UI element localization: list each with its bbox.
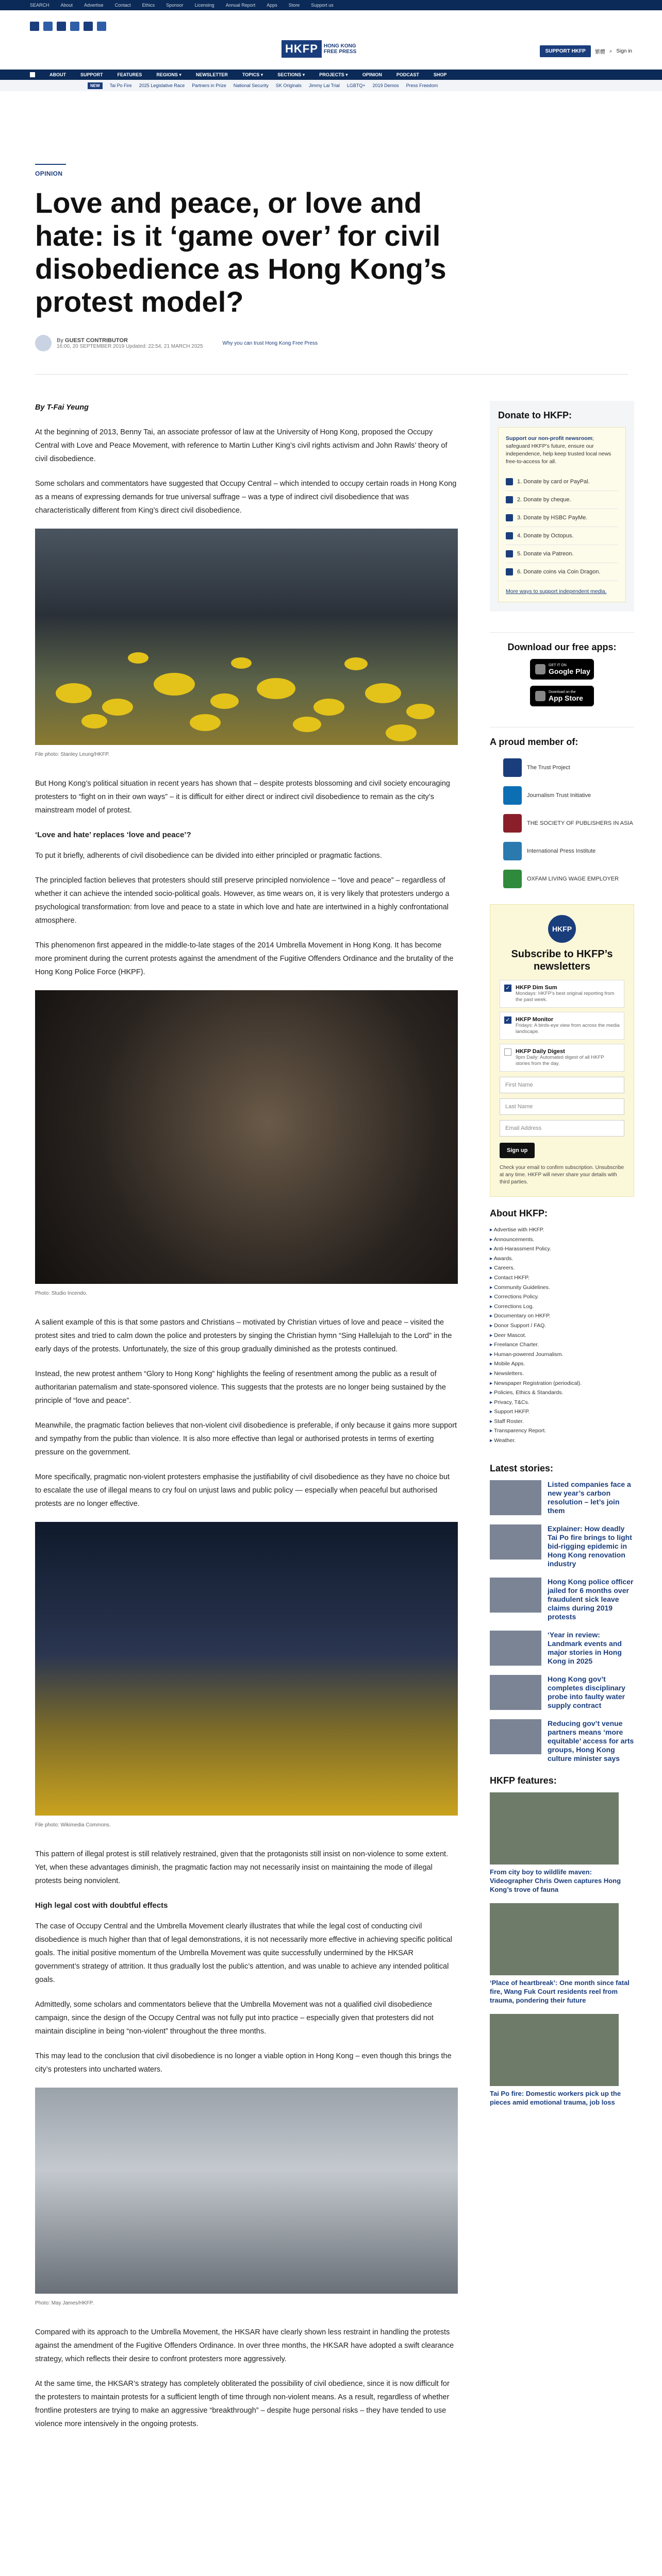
member-logo[interactable] [490,865,634,893]
donate-option[interactable] [506,509,618,527]
apps-section [490,632,634,706]
about-link[interactable]: ▸ Documentary on HKFP. [490,1311,634,1321]
newsletter-name: HKFP Monitor [516,1016,554,1023]
paragraph: But Hong Kong’s political situation in recent years has shown that – despite protests blossoming and civil society encouraging protesters to “fight on in their own ways” – it is difficult for either direct or indirect civil disobedience to remain as the city’s mainstream model of protest. [35,779,450,815]
gp-big: Google Play [549,667,590,675]
paragraph: Instead, the new protest anthem “Glory to Hong Kong” highlights the feeling of resentment among the public as a result of authoritarian paternalism and state-sponsored violence. This suggests that the protests are no longer being sustained by the principle of “love and peace”. [35,1370,446,1405]
about-link[interactable]: ▸ Donor Support / FAQ. [490,1321,634,1331]
photo-caption: Photo: May James/HKFP. [35,2300,94,2306]
about-section [490,1208,634,1446]
subheading: ‘Love and hate’ replaces ‘love and peace’? [35,831,191,839]
paragraph: Admittedly, some scholars and commentators believe that the Umbrella Movement was not a qualified civil disobedience campaign, since the design of the Occupy Central was not fully put into practice – especially given that protesters did not maintain discipline in being “non-violent” throughout the three months. [35,2001,434,2036]
story-thumbnail[interactable] [490,1578,541,1613]
umbrella [257,678,295,699]
trending-link[interactable]: 2025 Legislative Race [139,83,185,88]
latest-section [490,1463,634,1763]
umbrella [293,717,321,732]
umbrella [313,699,344,716]
divider [35,374,628,375]
more-ways-link[interactable]: More ways to support independent media. [506,588,607,595]
donate-option-label: 1. Donate by card or PayPal. [517,479,590,485]
member-name: OXFAM LIVING WAGE EMPLOYER [527,876,619,882]
top-link-store[interactable]: Store [288,3,300,8]
latest-story[interactable] [490,1524,634,1568]
donate-option[interactable] [506,563,618,581]
payment-icon [506,550,513,557]
newsletter-checkbox[interactable]: ✓ [504,1016,511,1024]
member-logo[interactable] [490,782,634,809]
social-icons [30,22,106,31]
nav-item-podcast[interactable]: PODCAST [396,72,419,77]
facebook-icon[interactable] [30,22,39,31]
payment-icon [506,478,513,485]
email-icon[interactable] [97,22,106,31]
site-header [0,10,662,70]
newsletter-option[interactable] [500,1012,624,1040]
paragraph: Some scholars and commentators have suggested that Occupy Central – which intended to occupy certain roads in Hong Kong as a means of expressing demands for true universal suffrage – was a type of indirect civil disobedience that was characteristically different from King’s direct civil disobedience. [35,480,457,515]
latest-story[interactable] [490,1480,634,1515]
story-thumbnail[interactable] [490,1524,541,1560]
newsletter-note: Check your email to confirm subscription. Unsubscribe at any time. HKFP will never share your details with third parties. [500,1165,624,1185]
feature-item[interactable] [490,2014,634,2107]
paragraph: This may lead to the conclusion that civil disobedience is no longer a viable option in Hong Kong – even though this brings the city’s protesters into uncharted waters. [35,2052,452,2074]
gp-small: GET IT ON [549,663,567,667]
donate-text: ; safeguard HKFP’s future, ensure our independence, help keep trusted local news free-to-access for all. [506,435,611,465]
story-title[interactable]: Explainer: How deadly Tai Po fire brings to light bid-rigging epidemic in Hong Kong renovation industry [548,1524,632,1568]
umbrella [154,673,195,696]
umbrella [81,714,107,728]
story-thumbnail[interactable] [490,1719,541,1754]
story-thumbnail[interactable] [490,1480,541,1515]
member-logo[interactable] [490,837,634,865]
trending-link[interactable]: Jimmy Lai Trial [308,83,340,88]
nav-item-shop[interactable]: SHOP [433,72,447,77]
article-header [35,170,458,351]
nav-item-sections[interactable]: SECTIONS ▾ [277,72,305,77]
search-icon[interactable]: ⌕ [609,48,613,54]
nav-item-topics[interactable]: TOPICS ▾ [242,72,263,77]
nav-item-projects[interactable]: PROJECTS ▾ [319,72,348,77]
trending-link[interactable]: National Security [233,83,269,88]
new-badge: NEW [88,82,103,89]
paragraph: The principled faction believes that protesters should still preserve principled nonviolence – “love and peace” – regardless of whether it can achieve the intended socio-political goals. However, as time wears on, it is very likely that protesters undergo a psychological transformation: from love and peace to a state in which love and hate are intertwined in a highly confrontational atmosphere. [35,876,450,925]
top-link-about[interactable]: About [60,3,73,8]
subheading: High legal cost with doubtful effects [35,1901,168,1910]
paragraph: Compared with its approach to the Umbrella Movement, the HKSAR have clearly shown less restraint in handling the protests against the amendment of the Fugitive Offenders Ordinance. In over three months, the HKSAR have adopted a swift clearance strategy, which reflects their desire to confront protesters more aggressively. [35,2328,454,2363]
article-kicker[interactable]: OPINION [35,170,63,177]
umbrella [210,693,239,709]
member-icon [503,786,522,805]
paragraph: This phenomenon first appeared in the middle-to-late stages of the 2014 Umbrella Movement in Hong Kong. It has become more prominent during the current protests against the amendment of the Fugitive Offenders Ordinance and the brutality of the Hong Kong Police Force (HKPF). [35,941,454,976]
nav-item-regions[interactable]: REGIONS ▾ [156,72,181,77]
email-input[interactable]: Email Address [500,1120,624,1137]
about-link[interactable]: ▸ Weather. [490,1436,634,1446]
payment-icon [506,532,513,539]
umbrella [190,714,221,731]
feature-image[interactable] [490,1903,619,1975]
story-title[interactable]: Listed companies face a new year’s carbon resolution – let’s join them [548,1480,631,1515]
latest-title: Latest stories: [490,1463,554,1473]
sign-up-button[interactable]: Sign up [500,1143,535,1158]
as-small: Download on the [549,690,576,694]
twitter-icon[interactable] [43,22,53,31]
newsletter-desc: Mondays: HKFP’s best original reporting from the past week. [516,991,615,1003]
about-link[interactable]: ▸ Community Guidelines. [490,1283,634,1293]
newsletter-checkbox[interactable]: ✓ [504,985,511,992]
telegram-icon[interactable] [84,22,93,31]
protest-photo[interactable] [35,1522,458,1816]
protest-photo[interactable] [35,990,458,1284]
logo-mark: HKFP [282,40,322,58]
about-link[interactable]: ▸ Contact HKFP. [490,1273,634,1283]
article-body [35,401,458,2442]
about-link[interactable]: ▸ Advertise with HKFP. [490,1225,634,1235]
umbrella [102,699,133,716]
protest-photo[interactable] [35,2088,458,2294]
umbrella [386,724,417,741]
donate-option-label: 3. Donate by HSBC PayMe. [517,515,588,521]
language-switch[interactable]: 繁體 [594,49,605,55]
payment-icon [506,568,513,575]
member-icon [503,758,522,777]
payment-icon [506,496,513,503]
paragraph: A salient example of this is that some pastors and Christians – motivated by Christian virtues of love and peace – visited the protest sites and tried to calm down the police and protesters by singing the Christian hymn “Sing Hallelujah to the Lord” in the early days of the protests. Unfortunately, the size of this group gradually diminished as the protests continued. [35,1318,452,1353]
umbrella [128,652,148,664]
protest-photo[interactable] [35,529,458,745]
about-link[interactable]: ▸ Corrections Policy. [490,1292,634,1302]
nav-item-newsletter[interactable]: NEWSLETTER [195,72,228,77]
newsletter-name: HKFP Daily Digest [516,1048,565,1055]
trending-link[interactable]: SK Originals [275,83,302,88]
newsletter-logo: HKFP [548,915,576,943]
donate-option-label: 5. Donate via Patreon. [517,551,574,557]
top-strip [0,0,662,10]
support-hkfp-button[interactable]: SUPPORT HKFP [540,45,590,57]
trending-link[interactable]: LGBTQ+ [346,83,366,88]
about-link[interactable]: ▸ Newsletters. [490,1369,634,1379]
member-name: International Press Institute [527,848,596,854]
about-link[interactable]: ▸ Support HKFP. [490,1407,634,1417]
newsletter-desc: Fridays: A birds-eye view from across the media landscape. [516,1023,620,1035]
about-link[interactable]: ▸ Mobile Apps. [490,1359,634,1369]
member-name: The Trust Project [527,765,570,771]
about-link[interactable]: ▸ Corrections Log. [490,1302,634,1312]
about-link[interactable]: ▸ Freelance Charter. [490,1340,634,1350]
photo-caption: Photo: Studio Incendo. [35,1291,88,1296]
sign-in-link[interactable]: Sign in [616,48,632,54]
umbrella [365,683,401,703]
app-store-button[interactable] [530,686,594,706]
about-link[interactable]: ▸ Announcements. [490,1235,634,1245]
main-nav [0,70,662,80]
about-link[interactable]: ▸ Human-powered Journalism. [490,1350,634,1360]
member-icon [503,842,522,860]
paragraph: The case of Occupy Central and the Umbrella Movement clearly illustrates that while the legal cost of conducting civil disobedience is much higher than that of legal demonstrations, it is not necessarily more effective in achieving specific political goals. The initial positive momentum of the Umbrella Movement was quite successfully undermined by the HKSAR government’s strategy of attrition. It thus gradually lost the public’s attention, and was unable to achieve any intended political goals. [35,1922,452,1984]
donate-option[interactable] [506,491,618,509]
byline-prefix: By [57,337,63,344]
nav-item-opinion[interactable]: OPINION [362,72,382,77]
paragraph: Meanwhile, the pragmatic faction believes that non-violent civil disobedience is preferable, if only because it gains more support and sympathy from the public than violence. It is also more effective than legal or authorised protests in terms of exerting pressure on the government. [35,1421,457,1456]
newsletter-checkbox[interactable] [504,1048,511,1056]
feature-title[interactable]: Tai Po fire: Domestic workers pick up the pieces amid emotional trauma, job loss [490,2089,621,2106]
about-link[interactable]: ▸ Awards. [490,1254,634,1264]
home-icon[interactable] [30,72,35,77]
trust-link[interactable]: Why you can trust Hong Kong Free Press [222,340,318,346]
logo-text: HONG KONG FREE PRESS [323,43,357,55]
author-line: By T-Fai Yeung [35,403,89,412]
member-name: Journalism Trust Initiative [527,792,591,799]
donate-title: Donate to HKFP: [498,410,572,420]
feature-title[interactable]: From city boy to wildlife maven: Videographer Chris Owen captures Hong Kong’s trove of fauna [490,1868,621,1893]
site-logo[interactable] [282,40,361,58]
feature-image[interactable] [490,1792,619,1865]
latest-story[interactable] [490,1719,634,1763]
donate-option[interactable] [506,527,618,545]
feature-title[interactable]: ‘Place of heartbreak’: One month since fatal fire, Wang Fuk Court residents reel from trauma, pondering their future [490,1978,630,2004]
newsletter-box [490,904,634,1197]
donate-option[interactable] [506,545,618,563]
latest-story[interactable] [490,1631,634,1666]
trending-link[interactable]: 2019 Demos [372,83,399,88]
newsletter-name: HKFP Dim Sum [516,985,557,991]
instagram-icon[interactable] [57,22,66,31]
about-link[interactable]: ▸ Policies, Ethics & Standards. [490,1388,634,1398]
donate-link[interactable]: Support our non-profit newsroom [506,435,592,442]
donate-option-label: 6. Donate coins via Coin Dragon. [517,569,601,575]
trending-link[interactable]: Press Freedom [406,83,438,88]
member-logo[interactable] [490,809,634,837]
trending-link[interactable]: Tai Po Fire [109,83,132,88]
story-title[interactable]: ‘Year in review: Landmark events and major stories in Hong Kong in 2025 [548,1630,622,1665]
top-link-support-us[interactable]: Support us [311,3,334,8]
byline [35,335,458,351]
top-link-apps[interactable]: Apps [267,3,277,8]
newsletter-title: Subscribe to HKFP’s newsletters [511,948,613,972]
photo-caption: File photo: Stanley Leung/HKFP. [35,752,110,757]
features-section [490,1775,634,2107]
trending-link[interactable]: Partners in Prize [192,83,226,88]
latest-story[interactable] [490,1578,634,1621]
newsletter-desc: 9pm Daily: Automated digest of all HKFP stories from the day. [516,1055,604,1066]
story-title[interactable]: Hong Kong police officer jailed for 6 months over fraudulent sick leave claims during 2019 protests [548,1577,634,1621]
about-link[interactable]: ▸ Newspaper Registration (periodical). [490,1379,634,1388]
search-link[interactable]: SEARCH [30,3,49,8]
umbrella [231,657,252,669]
story-title[interactable]: Hong Kong gov’t completes disciplinary probe into faulty water supply contract [548,1674,625,1709]
contributor-name[interactable]: GUEST CONTRIBUTOR [64,337,128,344]
member-logo[interactable] [490,754,634,782]
about-link[interactable]: ▸ Careers. [490,1263,634,1273]
play-store-icon [535,664,545,674]
about-title: About HKFP: [490,1208,548,1218]
nav-item-support[interactable]: SUPPORT [80,72,103,77]
members-title: A proud member of: [490,737,578,747]
story-thumbnail[interactable] [490,1631,541,1666]
umbrella [344,657,368,670]
paragraph: This pattern of illegal protest is still relatively restrained, given that the protagonists still insist on non-violence to some extent. Yet, when these advantages diminish, the pragmatic faction may not necessarily insist on maintaining the mode of illegal protests being nonviolent. [35,1850,449,1885]
as-big: App Store [549,693,583,702]
top-link-sponsor[interactable]: Sponsor [166,3,184,8]
paragraph: At the same time, the HKSAR’s strategy has completely obliterated the possibility of civil obedience, since it is now difficult for the protesters to maintain protests for a sufficient length of time through non-violent means. As a result, regardless of whether frontline protesters are trying to make an aggressive “breakthrough” – despite huge personal risks – they have tended to use violence more intensively in the ongoing protests. [35,2380,450,2428]
about-link[interactable]: ▸ Anti-Harassment Policy. [490,1244,634,1254]
donate-option-label: 2. Donate by cheque. [517,497,571,503]
youtube-icon[interactable] [70,22,79,31]
feature-item[interactable] [490,1792,634,1894]
member-icon [503,814,522,833]
features-title: HKFP features: [490,1775,557,1786]
member-icon [503,870,522,888]
members-section [490,727,634,893]
article-dates: 16:00, 20 SEPTEMBER 2019 Updated: 22:54, 21 MARCH 2025 [57,343,203,349]
top-link-licensing[interactable]: Licensing [194,3,214,8]
photo-caption: File photo: Wikimedia Commons. [35,1822,111,1828]
feature-item[interactable] [490,1903,634,2005]
apps-title: Download our free apps: [507,642,617,652]
paragraph: At the beginning of 2013, Benny Tai, an associate professor of law at the University of Hong Kong, proposed the Occupy Central with Love and Peace Movement, with reference to Martin Luther King’s civil rights activism and John Rawls’ theory of civil disobedience. [35,428,448,463]
donate-card [490,401,634,612]
trending-bar [0,80,662,91]
sidebar [490,401,634,2116]
last-name-input[interactable]: Last Name [500,1098,624,1115]
story-thumbnail[interactable] [490,1675,541,1710]
about-link[interactable]: ▸ Staff Roster. [490,1417,634,1427]
newsletter-option[interactable] [500,980,624,1008]
top-link-annual-report[interactable]: Annual Report [225,3,256,8]
section-rule [35,164,66,165]
top-link-contact[interactable]: Contact [114,3,131,8]
avatar [35,335,52,351]
top-link-advertise[interactable]: Advertise [84,3,104,8]
feature-image[interactable] [490,2014,619,2086]
nav-item-features[interactable]: FEATURES [117,72,142,77]
payment-icon [506,514,513,521]
paragraph: To put it briefly, adherents of civil disobedience can be divided into either principled or pragmatic factions. [35,852,382,860]
newsletter-option[interactable] [500,1044,624,1072]
about-link[interactable]: ▸ Privacy, T&Cs. [490,1398,634,1408]
donate-option-label: 4. Donate by Octopus. [517,533,574,539]
apple-icon [535,691,545,701]
donate-option[interactable] [506,473,618,491]
paragraph: More specifically, pragmatic non-violent protesters emphasise the justifiability of civil disobedience as they have no choice but to escalate the use of illegal means to cry foul on unjust laws and public policy — especially when peaceful but authorised protests are no longer effective. [35,1473,450,1508]
first-name-input[interactable]: First Name [500,1077,624,1093]
umbrella [406,704,435,719]
member-name: THE SOCIETY OF PUBLISHERS IN ASIA [527,820,633,826]
top-link-ethics[interactable]: Ethics [142,3,155,8]
about-link[interactable]: ▸ Deer Mascot. [490,1331,634,1341]
umbrella [56,683,92,703]
google-play-button[interactable] [530,659,594,680]
story-title[interactable]: Reducing gov’t venue partners means ‘more equitable’ access for arts groups, Hong Kong culture minister says [548,1719,634,1762]
article-title: Love and peace, or love and hate: is it ‘game over’ for civil disobedience as Hong Kong’s protest model? [35,187,446,318]
nav-item-about[interactable]: ABOUT [49,72,66,77]
latest-story[interactable] [490,1675,634,1710]
about-link[interactable]: ▸ Transparency Report. [490,1426,634,1436]
